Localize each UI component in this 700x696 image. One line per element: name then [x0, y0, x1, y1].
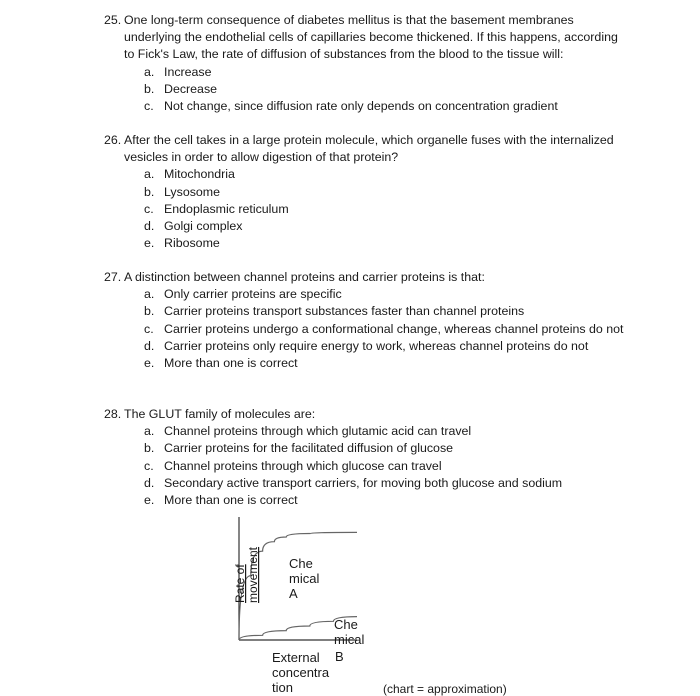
- question-text: The GLUT family of molecules are:: [124, 407, 316, 421]
- x-axis-label-1: External: [272, 650, 320, 665]
- curve-b-label-1: Che: [334, 617, 358, 632]
- question-text: A distinction between channel proteins and carrier proteins is that:: [124, 270, 485, 284]
- question-number: 25.: [104, 13, 122, 27]
- option-b: b. Carrier proteins transport substances faster than channel proteins: [144, 304, 525, 319]
- curve-a-label-2: mical: [289, 571, 320, 586]
- question-number: 27.: [104, 270, 122, 284]
- option-c: c. Not change, since diffusion rate only depends on concentration gradient: [144, 99, 558, 114]
- option-b: b. Carrier proteins for the facilitated diffusion of glucose: [144, 441, 454, 456]
- chart-approximation-note: (chart = approximation): [383, 682, 507, 696]
- option-c: c. Carrier proteins undergo a conformational change, whereas channel proteins do not: [144, 321, 624, 336]
- curve-a-label-1: Che: [289, 556, 313, 571]
- curve-b-label-3: B: [335, 649, 344, 664]
- option-b: b. Decrease: [144, 81, 218, 96]
- option-b: b. Lysosome: [144, 184, 221, 199]
- option-a: a. Channel proteins through which glutamic acid can travel: [144, 424, 472, 439]
- option-a: a. Only carrier proteins are specific: [144, 287, 342, 302]
- x-axis-label-3: tion: [272, 680, 293, 695]
- y-axis-label-line2: movement: [246, 546, 260, 603]
- option-c: c. Channel proteins through which glucose can travel: [144, 458, 442, 473]
- question-27: [104, 269, 624, 372]
- question-number: 26.: [104, 133, 122, 147]
- y-axis-label-line1: Rate of: [233, 564, 247, 603]
- option-d: d. Secondary active transport carriers, for moving both glucose and sodium: [144, 475, 563, 490]
- x-axis-label-2: concentra: [272, 665, 330, 680]
- option-a: a. Mitochondria: [144, 167, 235, 182]
- curve-b-label-2: mical: [334, 632, 365, 647]
- option-c: c. Endoplasmic reticulum: [144, 201, 289, 216]
- question-text: After the cell takes in a large protein molecule, which organelle fuses with the internalized vesicles in order to allow digestion of that protein?: [124, 133, 614, 165]
- question-26: [104, 132, 624, 252]
- question-28: [104, 406, 624, 509]
- option-d: d. Carrier proteins only require energy to work, whereas channel proteins do not: [144, 338, 589, 353]
- option-a: a. Increase: [144, 64, 212, 79]
- rate-vs-concentration-chart: [226, 505, 406, 695]
- option-e: e. More than one is correct: [144, 356, 298, 371]
- option-e: e. Ribosome: [144, 236, 220, 251]
- question-text: One long-term consequence of diabetes mellitus is that the basement membranes underlying the endothelial cells of capillaries become thickened. If this happens, according to Fick's Law, the rate of diffusion of substances from the blood to the tissue will:: [124, 13, 618, 62]
- option-d: d. Golgi complex: [144, 219, 243, 234]
- curve-a-label-3: A: [289, 586, 298, 601]
- question-number: 28.: [104, 407, 122, 421]
- option-e: e. More than one is correct: [144, 493, 298, 508]
- question-25: [104, 12, 624, 115]
